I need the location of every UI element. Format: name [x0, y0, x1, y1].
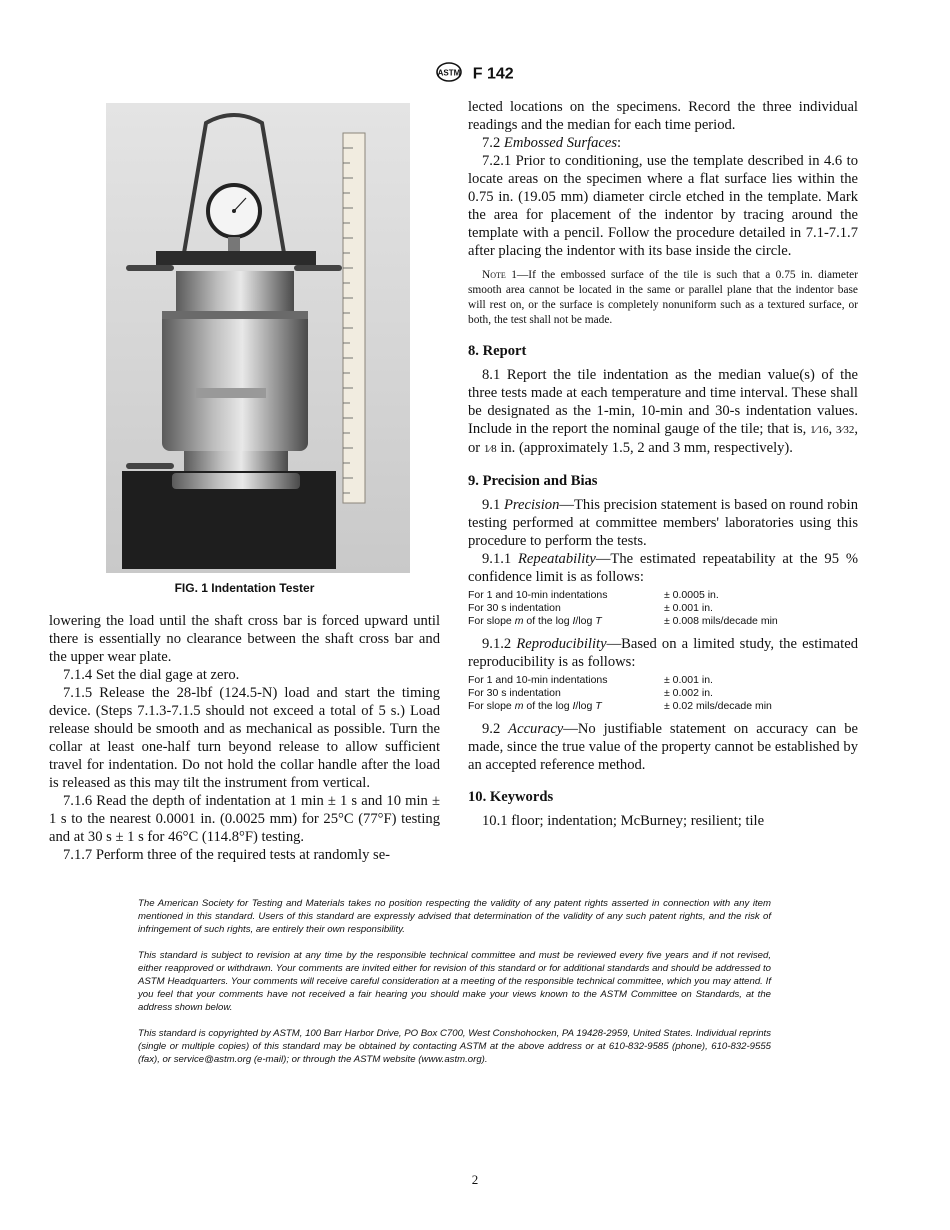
right-column: [468, 98, 858, 830]
svg-text:ASTM: ASTM: [437, 68, 461, 78]
table-row: For slope m of the log I/log T ± 0.008 mils/decade min: [468, 615, 778, 627]
section-heading: 10. Keywords: [468, 789, 554, 805]
paragraph: 7.1.7 Perform three of the required tests at randomly se-: [63, 847, 391, 863]
footer-paragraph: This standard is copyrighted by ASTM, 100 Barr Harbor Drive, PO Box C700, West Conshohocken, PA 19428-2959, United States. Individual reprints (single or multiple copies) of this standard may be obtained by contacting ASTM at the above address or at 610-832-9585 (phone), 610-832-9555 (fax), or service@astm.org (e-mail); or through the ASTM website (www.astm.org).: [138, 1028, 771, 1065]
standard-designation: F 142: [472, 65, 514, 83]
paragraph: lected locations on the specimens. Record the three individual readings and the median for each time period.: [468, 99, 858, 133]
reproducibility-table: [468, 674, 858, 713]
paragraph: 9.2 Accuracy—No justifiable statement on accuracy can be made, since the true value of the property cannot be established by an accepted reference method.: [468, 721, 858, 773]
table-row: For 1 and 10-min indentations ± 0.001 in.: [468, 674, 713, 686]
figure-caption: FIG. 1 Indentation Tester: [174, 581, 315, 595]
footer-notice: [138, 897, 771, 1079]
paragraph: 7.1.6 Read the depth of indentation at 1 min ± 1 s and 10 min ± 1 s to the nearest 0.0001 in. (0.0025 mm) for 25°C (77°F) testing and at 30 s ± 1 s for 46°C (114.8°F) testing.: [49, 793, 440, 845]
paragraph: 7.1.4 Set the dial gage at zero.: [63, 667, 240, 683]
note: Note 1—If the embossed surface of the tile is such that a 0.75 in. diameter smooth area cannot be located in the same or parallel plane that the indentor base will rest on, or the surface is completely nonuniform such as a textured surface, or both, the test shall not be made.: [468, 269, 858, 326]
paragraph: 7.2.1 Prior to conditioning, use the template described in 4.6 to locate areas on the specimen where a flat surface lies within the 0.75 in. (19.05 mm) diameter circle etched in the template. Mark the area for placement of the indentor by tracing around the template with a pencil. Follow the procedure detailed in 7.1-7.1.7 after placing the indentor with its base inside the circle.: [468, 153, 858, 259]
paragraph: 10.1 floor; indentation; McBurney; resilient; tile: [482, 813, 765, 829]
paragraph: 9.1.2 Reproducibility—Based on a limited study, the estimated reproducibility is as follows:: [468, 636, 858, 670]
page-header: [0, 62, 950, 87]
repeatability-table: [468, 589, 858, 628]
footer-paragraph: The American Society for Testing and Materials takes no position respecting the validity of any patent rights asserted in connection with any item mentioned in this standard. Users of this standard are expressly advised that determination of the validity of any such patent rights, and the risk of infringement of such rights, are entirely their own responsibility.: [138, 898, 771, 935]
paragraph: 7.1.5 Release the 28-lbf (124.5-N) load and start the timing device. (Steps 7.1.3-7.1.5 should not exceed a total of 5 s.) Load release should be smooth and as mechanical as possible. Turn the collar at least one-half turn beyond release to allow sufficient travel for indentation. Do not hold the collar handle after the load is released as this may tilt the instrument from vertical.: [49, 685, 440, 791]
astm-logo-icon: [436, 62, 462, 87]
paragraph: lowering the load until the shaft cross bar is forced upward until there is essentially no clearance between the shaft cross bar and the upper wear plate.: [49, 613, 440, 665]
table-row: For 1 and 10-min indentations ± 0.0005 in.: [468, 589, 719, 601]
table-row: For 30 s indentation ± 0.002 in.: [468, 687, 713, 699]
section-heading: 9. Precision and Bias: [468, 473, 598, 489]
section-heading: 8. Report: [468, 343, 527, 359]
subsection-heading: 7.2 Embossed Surfaces:: [482, 135, 622, 151]
page-number: 2: [471, 1172, 479, 1187]
left-column: [49, 612, 440, 864]
paragraph: 9.1 Precision—This precision statement is based on round robin testing performed at committee members' laboratories using this procedure to perform the tests.: [468, 497, 858, 549]
table-row: For slope m of the log I/log T ± 0.02 mils/decade min: [468, 700, 772, 712]
paragraph: 8.1 Report the tile indentation as the median value(s) of the three tests made at each temperature and time interval. These shall be designated as the 1-min, 10-min and 30-s indentation values. Include in the report the nominal gauge of the tile; that is, 1⁄16, 3⁄32, or 1⁄8 in. (approximately 1.5, 2 and 3 mm, respectively).: [468, 367, 858, 456]
indentation-tester-photo: [106, 103, 410, 573]
table-row: For 30 s indentation ± 0.001 in.: [468, 602, 713, 614]
footer-paragraph: This standard is subject to revision at any time by the responsible technical committee and must be reviewed every five years and if not revised, either reapproved or withdrawn. Your comments are invited either for revision of this standard or for additional standards and should be addressed to ASTM Headquarters. Your comments will receive careful consideration at a meeting of the responsible technical committee, which you may attend. If you feel that your comments have not received a fair hearing you should make your views known to the ASTM Committee on Standards, at the address shown below.: [138, 950, 771, 1013]
paragraph: 9.1.1 Repeatability—The estimated repeatability at the 95 % confidence limit is as follows:: [468, 551, 858, 585]
